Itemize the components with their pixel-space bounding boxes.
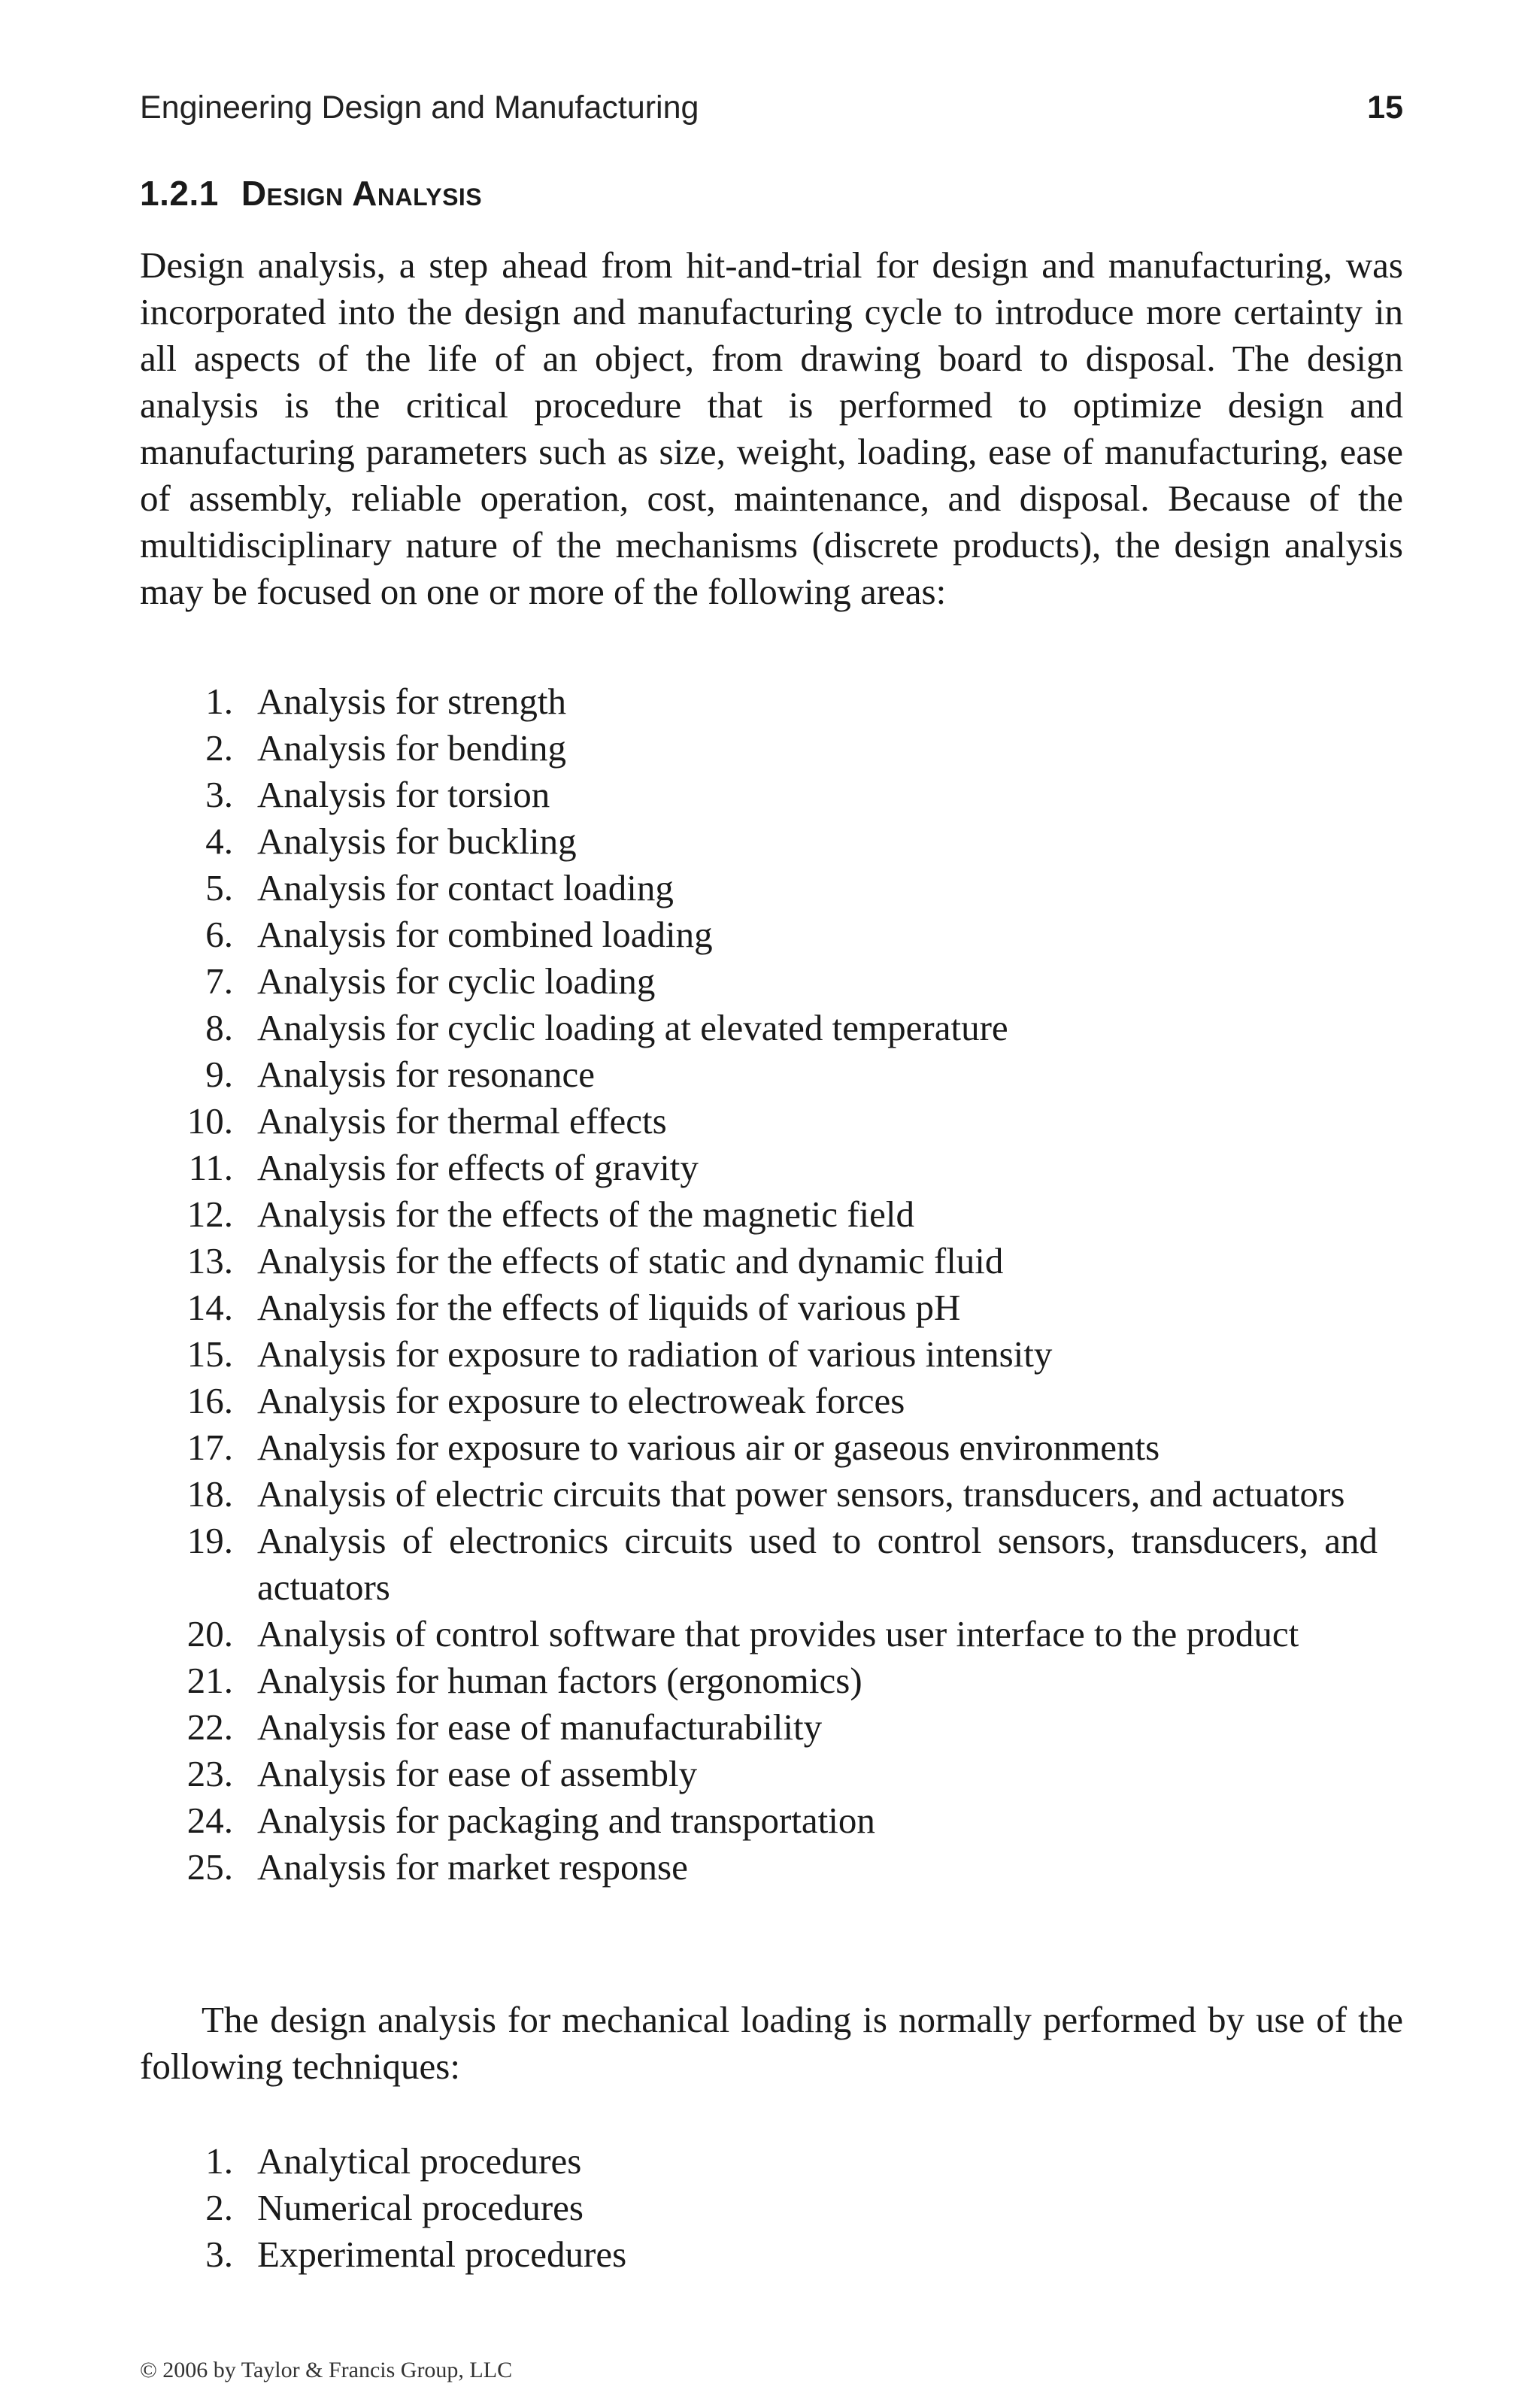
list-item-number: 2.: [205, 727, 233, 769]
list-item-text: Analysis for packaging and transportation: [257, 1800, 875, 1841]
list-item-text: Analysis for bending: [257, 727, 566, 769]
techniques-paragraph: The design analysis for mechanical loading is normally performed by use of the following techniques:: [140, 1999, 1403, 2087]
list-item-text: Analysis for strength: [257, 681, 566, 722]
list-item: [140, 678, 1403, 725]
list-item-number: 1.: [205, 2140, 233, 2182]
list-item: [140, 772, 1403, 818]
list-item: [140, 1471, 1403, 1518]
section-number: 1.2.1: [140, 174, 219, 213]
list-item: [140, 1611, 1403, 1657]
list-item-number: 14.: [186, 1287, 233, 1328]
list-item-text: Analysis for ease of manufacturability: [257, 1706, 823, 1748]
running-head: [140, 81, 1403, 134]
list-item-text: Analysis for exposure to radiation of various intensity: [257, 1333, 1053, 1375]
list-item-text: Experimental procedures: [257, 2234, 627, 2275]
list-item-number: 16.: [186, 1380, 233, 1421]
list-item-number: 17.: [186, 1427, 233, 1468]
list-item: [140, 1844, 1403, 1891]
analysis-areas-list: [140, 678, 1403, 1891]
list-item: [140, 1191, 1403, 1238]
list-item-text: Analysis for contact loading: [257, 867, 674, 908]
list-item-text: Analysis of electric circuits that power sensors, transducers, and actuators: [257, 1473, 1345, 1515]
list-item-number: 6.: [205, 914, 233, 955]
list-item: [140, 1704, 1403, 1751]
list-item-number: 5.: [205, 867, 233, 908]
copyright-notice: © 2006 by Taylor & Francis Group, LLC: [140, 2358, 513, 2382]
list-item-text: Analysis for ease of assembly: [257, 1753, 698, 1794]
list-item: [140, 1145, 1403, 1191]
list-item-text: Analysis for resonance: [257, 1054, 596, 1095]
list-item: [140, 1098, 1403, 1145]
page-number: 15: [1367, 89, 1403, 126]
list-item-number: 23.: [186, 1753, 233, 1794]
list-item-text: Analysis for human factors (ergonomics): [257, 1660, 862, 1701]
list-item-number: 2.: [205, 2187, 233, 2228]
intro-paragraph: Design analysis, a step ahead from hit-and-trial for design and manufacturing, was incorporated into the design and manufacturing cycle to introduce more certainty in all aspects of the life of an object, from drawing board to disposal. The design analysis is the critical procedure that is performed to optimize design and manufacturing parameters such as size, weight, loading, ease of manufacturing, ease of assembly, reliable operation, cost, maintenance, and disposal. Because of the multidisciplinary nature of the mechanisms (discrete products), the design analysis may be focused on one or more of the following areas:: [140, 244, 1403, 612]
list-item: [140, 1518, 1403, 1611]
list-item-text: Analysis for combined loading: [257, 914, 713, 955]
list-item: [140, 2185, 1403, 2231]
list-item: [140, 865, 1403, 911]
list-item-number: 1.: [205, 681, 233, 722]
list-item: [140, 1657, 1403, 1704]
list-item: [140, 1005, 1403, 1051]
list-item-text: Analysis for buckling: [257, 820, 577, 862]
list-item-text: Analysis for market response: [257, 1846, 688, 1888]
list-item-number: 3.: [205, 774, 233, 815]
list-item-number: 3.: [205, 2234, 233, 2275]
list-item: [140, 725, 1403, 772]
list-item-number: 13.: [186, 1240, 233, 1281]
list-item-number: 15.: [186, 1333, 233, 1375]
list-item-number: 25.: [186, 1846, 233, 1888]
list-item-number: 24.: [186, 1800, 233, 1841]
section-title: Design Analysis: [241, 174, 483, 213]
list-item: [140, 818, 1403, 865]
techniques-list: [140, 2138, 1403, 2278]
list-item: [140, 1331, 1403, 1378]
list-item: [140, 911, 1403, 958]
list-item-text: Analysis for cyclic loading at elevated temperature: [257, 1007, 1008, 1048]
list-item: [140, 1797, 1403, 1844]
list-item-number: 22.: [186, 1706, 233, 1748]
list-item-text: Analysis of electronics circuits used to control sensors, transducers, and actuators: [257, 1520, 1378, 1608]
list-item: [140, 1284, 1403, 1331]
list-item-text: Analysis for the effects of liquids of various pH: [257, 1287, 961, 1328]
list-item-text: Analytical procedures: [257, 2140, 582, 2182]
list-item-number: 10.: [186, 1100, 233, 1142]
list-item-number: 19.: [186, 1520, 233, 1561]
list-item-text: Analysis for thermal effects: [257, 1100, 667, 1142]
list-item-number: 8.: [205, 1007, 233, 1048]
list-item-text: Analysis for effects of gravity: [257, 1147, 699, 1188]
list-item: [140, 1751, 1403, 1797]
list-item-text: Analysis of control software that provides user interface to the product: [257, 1613, 1299, 1654]
list-item-text: Analysis for the effects of static and dynamic fluid: [257, 1240, 1004, 1281]
list-item: [140, 1238, 1403, 1284]
running-head-title: Engineering Design and Manufacturing: [140, 89, 699, 126]
list-item-number: 4.: [205, 820, 233, 862]
list-item-text: Numerical procedures: [257, 2187, 584, 2228]
list-item: [140, 958, 1403, 1005]
list-item-number: 9.: [205, 1054, 233, 1095]
list-item-number: 20.: [186, 1613, 233, 1654]
list-item-number: 18.: [186, 1473, 233, 1515]
section-heading: [140, 167, 482, 220]
list-item: [140, 1424, 1403, 1471]
list-item-text: Analysis for exposure to electroweak forces: [257, 1380, 905, 1421]
list-item: [140, 2138, 1403, 2185]
list-item: [140, 1378, 1403, 1424]
list-item-text: Analysis for torsion: [257, 774, 550, 815]
list-item-text: Analysis for cyclic loading: [257, 960, 656, 1002]
list-item: [140, 1051, 1403, 1098]
list-item-number: 21.: [186, 1660, 233, 1701]
list-item-text: Analysis for exposure to various air or gaseous environments: [257, 1427, 1160, 1468]
list-item-text: Analysis for the effects of the magnetic field: [257, 1193, 914, 1235]
list-item-number: 11.: [188, 1147, 233, 1188]
list-item-number: 7.: [205, 960, 233, 1002]
list-item-number: 12.: [186, 1193, 233, 1235]
list-item: [140, 2231, 1403, 2278]
